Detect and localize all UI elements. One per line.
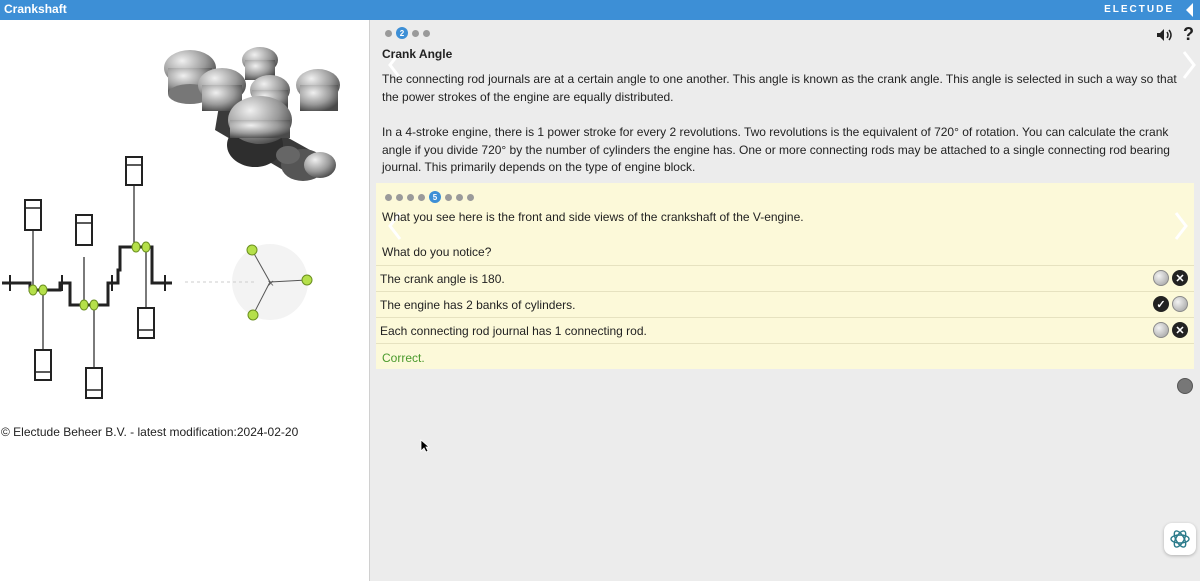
content-panel <box>370 20 1200 581</box>
page-dot[interactable] <box>423 30 430 37</box>
step-dot[interactable] <box>445 194 452 201</box>
true-option-icon[interactable] <box>1153 270 1169 286</box>
step-dot[interactable] <box>467 194 474 201</box>
step-dot[interactable] <box>418 194 425 201</box>
copyright-text: © Electude Beheer B.V. - latest modification:2024-02-20 <box>1 425 299 439</box>
paragraph-crank-angle: The connecting rod journals are at a certain angle to one another. This angle is known as the crank angle. This angle is selected in such a way so that the power strokes of the engine are equally distributed. <box>382 72 1177 104</box>
crankshaft-side-view <box>0 150 185 400</box>
statement-text: The engine has 2 banks of cylinders. <box>380 298 576 312</box>
quiz-next-icon[interactable] <box>1174 211 1188 241</box>
statement-row <box>376 265 1194 291</box>
page-dot-active[interactable]: 2 <box>396 27 408 39</box>
settings-button[interactable] <box>1164 523 1196 555</box>
feedback-row <box>376 343 1194 370</box>
quiz-question: What do you notice? <box>382 245 492 259</box>
step-dot[interactable] <box>407 194 414 201</box>
step-dot-active[interactable]: 5 <box>429 191 441 203</box>
step-dot[interactable] <box>396 194 403 201</box>
illustration-panel <box>0 20 370 581</box>
answer-controls <box>1153 296 1188 312</box>
sound-icon[interactable] <box>1156 28 1174 42</box>
feedback-text: Correct. <box>382 351 425 365</box>
quiz-step-indicator <box>385 191 474 203</box>
page-dot[interactable] <box>385 30 392 37</box>
header-bar <box>0 0 1200 20</box>
answer-controls <box>1153 322 1188 338</box>
cross-icon[interactable]: ✕ <box>1172 270 1188 286</box>
false-option-icon[interactable] <box>1172 296 1188 312</box>
statement-text: Each connecting rod journal has 1 connecting rod. <box>380 324 647 338</box>
statement-row <box>376 291 1194 317</box>
engine-3d-illustration <box>160 30 350 195</box>
crankshaft-front-view <box>185 235 325 335</box>
quiz-intro: What you see here is the front and side views of the crankshaft of the V-engine. <box>382 210 804 224</box>
cursor-icon <box>420 439 430 453</box>
statement-row <box>376 317 1194 343</box>
quiz-panel <box>376 183 1194 369</box>
statement-text: The crank angle is 180. <box>380 272 505 286</box>
page-title: Crank Angle <box>382 47 453 61</box>
cross-icon[interactable]: ✕ <box>1172 322 1188 338</box>
answer-controls <box>1153 270 1188 286</box>
svg-text:×: × <box>267 279 275 289</box>
brand-logo: ELECTUDE <box>1104 4 1174 15</box>
paragraph-power-stroke: In a 4-stroke engine, there is 1 power stroke for every 2 revolutions. Two revolutions is the equivalent of 720° of rotation. You can calculate the crank angle if you divide 720° by the number of cylinders the engine has. One or more connecting rods may be attached to a single connecting rod bearing journal. This primarily depends on the type of engine block. <box>382 125 1170 174</box>
help-icon[interactable]: ? <box>1183 24 1194 44</box>
app-title: Crankshaft <box>4 2 67 16</box>
page-dot[interactable] <box>412 30 419 37</box>
page-indicator <box>385 27 430 39</box>
step-dot[interactable] <box>456 194 463 201</box>
true-option-icon[interactable] <box>1153 322 1169 338</box>
check-icon[interactable]: ✓ <box>1153 296 1169 312</box>
settings-icon <box>1169 528 1191 550</box>
comment-icon[interactable] <box>1177 378 1193 394</box>
step-dot[interactable] <box>385 194 392 201</box>
collapse-icon[interactable] <box>1186 3 1193 17</box>
